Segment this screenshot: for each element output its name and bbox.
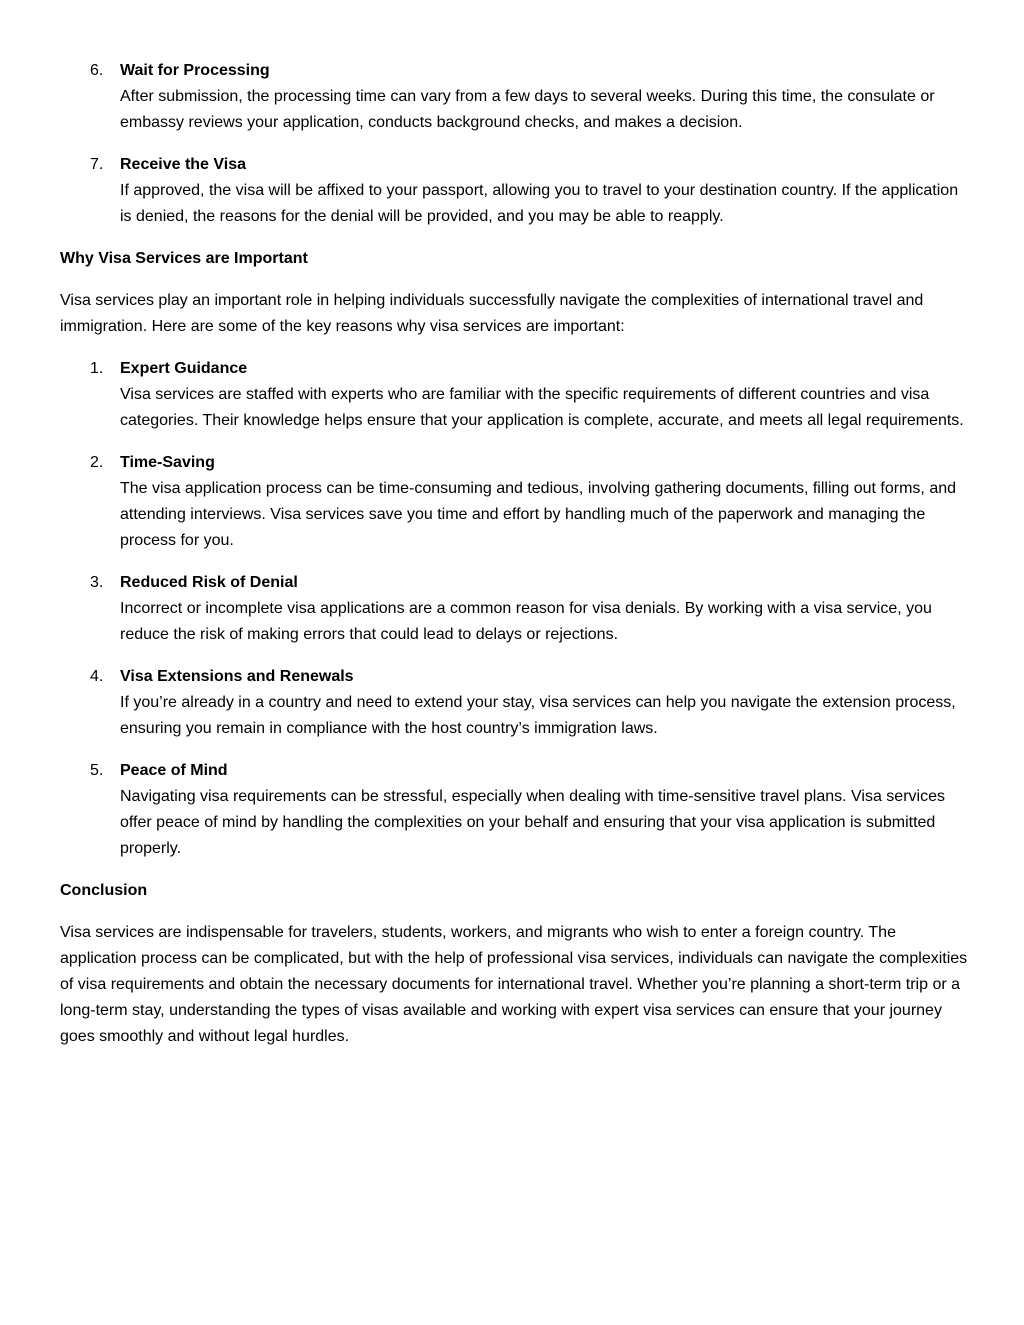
list-item-title: Peace of Mind xyxy=(120,762,228,779)
document-page xyxy=(60,58,970,1050)
list-item-title: Receive the Visa xyxy=(120,156,247,173)
list-item-expert-guidance xyxy=(60,356,970,434)
list-item-title: Expert Guidance xyxy=(120,360,248,377)
list-item-description: If approved, the visa will be affixed to your passport, allowing you to travel to your destination country. If the application is denied, the reasons for the denial will be provided, and you may be able to reapply. xyxy=(120,182,959,225)
section-intro-paragraph: Visa services play an important role in helping individuals successfully navigate the complexities of international travel and immigration. Here are some of the key reasons why visa services are important: xyxy=(60,292,924,335)
list-item-reduced-risk-of-denial xyxy=(60,570,970,648)
list-item-visa-extensions-and-renewals xyxy=(60,664,970,742)
list-item-time-saving xyxy=(60,450,970,554)
section-heading-conclusion: Conclusion xyxy=(60,882,148,899)
section-heading-why: Why Visa Services are Important xyxy=(60,250,308,267)
list-item-description: Visa services are staffed with experts who are familiar with the specific requirements of different countries and visa categories. Their knowledge helps ensure that your application is complete, accurate, and meets all legal requirements. xyxy=(120,386,964,429)
list-item-title: Visa Extensions and Renewals xyxy=(120,668,354,685)
list-item-description: After submission, the processing time can vary from a few days to several weeks. During this time, the consulate or embassy reviews your application, conducts background checks, and makes a decision. xyxy=(120,88,935,131)
list-item-title: Reduced Risk of Denial xyxy=(120,574,298,591)
list-item-number: 7. xyxy=(90,156,104,173)
list-item-number: 5. xyxy=(90,762,104,779)
list-item-number: 2. xyxy=(90,454,104,471)
list-item-title: Wait for Processing xyxy=(120,62,270,79)
list-item-number: 6. xyxy=(90,62,104,79)
list-item-number: 1. xyxy=(90,360,104,377)
list-item-number: 3. xyxy=(90,574,104,591)
list-item-number: 4. xyxy=(90,668,104,685)
conclusion-paragraph: Visa services are indispensable for travelers, students, workers, and migrants who wish to enter a foreign country. The application process can be complicated, but with the help of professional visa services, individuals can navigate the complexities of visa requirements and obtain the necessary documents for international travel. Whether you’re planning a short-term trip or a long-term stay, understanding the types of visas available and working with expert visa services can ensure that your journey goes smoothly and without legal hurdles. xyxy=(60,924,968,1045)
list-item-description: The visa application process can be time-consuming and tedious, involving gathering documents, filling out forms, and attending interviews. Visa services save you time and effort by handling much of the paperwork and managing the process for you. xyxy=(120,480,957,549)
list-item-wait-for-processing xyxy=(60,58,970,136)
list-item-description: Incorrect or incomplete visa applications are a common reason for visa denials. By working with a visa service, you reduce the risk of making errors that could lead to delays or rejections. xyxy=(120,600,932,643)
list-item-receive-the-visa xyxy=(60,152,970,230)
list-item-peace-of-mind xyxy=(60,758,970,862)
list-item-title: Time-Saving xyxy=(120,454,215,471)
list-item-description: If you’re already in a country and need to extend your stay, visa services can help you navigate the extension process, ensuring you remain in compliance with the host country’s immigration laws. xyxy=(120,694,956,737)
list-item-description: Navigating visa requirements can be stressful, especially when dealing with time-sensitive travel plans. Visa services offer peace of mind by handling the complexities on your behalf and ensuring that your visa application is submitted properly. xyxy=(120,788,945,857)
